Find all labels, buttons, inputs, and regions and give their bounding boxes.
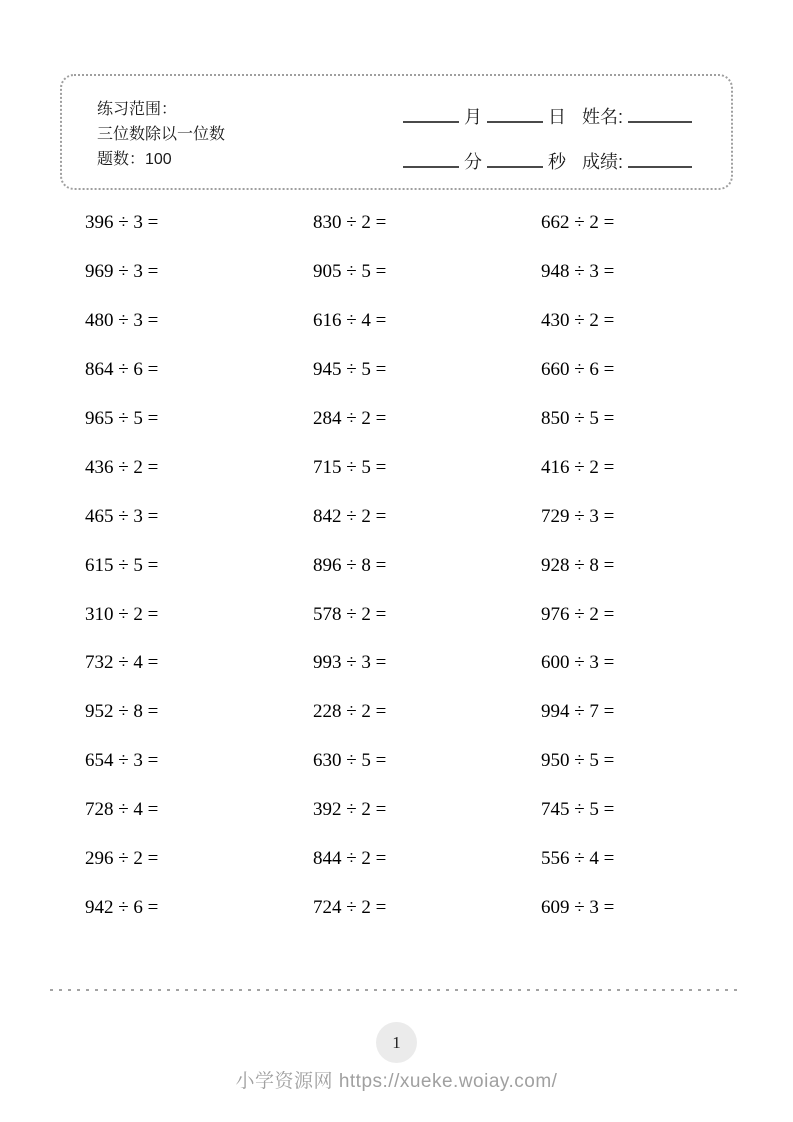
problem: 662 ÷ 2 = <box>541 212 615 234</box>
score-blank-line <box>628 166 692 168</box>
page-number: 1 <box>392 1032 401 1052</box>
practice-scope-label: 练习范围： <box>97 101 178 118</box>
problem: 228 ÷ 2 = <box>313 701 387 723</box>
problem: 969 ÷ 3 = <box>85 261 159 283</box>
site-credit: 小学资源网 https://xueke.woiay.com/ <box>235 1071 558 1092</box>
problem: 654 ÷ 3 = <box>85 750 159 772</box>
problem: 864 ÷ 6 = <box>85 359 159 381</box>
problem: 948 ÷ 3 = <box>541 261 615 283</box>
problem: 952 ÷ 8 = <box>85 701 159 723</box>
problem: 905 ÷ 5 = <box>313 261 387 283</box>
problem: 942 ÷ 6 = <box>85 896 159 918</box>
problem: 732 ÷ 4 = <box>85 652 159 674</box>
page-number-badge <box>376 1022 417 1063</box>
problem: 965 ÷ 5 = <box>85 408 159 429</box>
problem: 896 ÷ 8 = <box>313 554 387 576</box>
problem: 615 ÷ 5 = <box>85 554 159 576</box>
problems-grid <box>85 199 769 932</box>
problem: 609 ÷ 3 = <box>541 896 615 918</box>
dashed-separator <box>50 989 743 991</box>
problem: 416 ÷ 2 = <box>541 456 615 478</box>
problem: 844 ÷ 2 = <box>313 848 387 870</box>
problem: 556 ÷ 4 = <box>541 848 615 870</box>
name-blank-line <box>628 121 692 123</box>
problem: 729 ÷ 3 = <box>541 505 615 527</box>
problem: 600 ÷ 3 = <box>541 652 615 674</box>
name-label: 姓名: <box>582 107 624 127</box>
problem-count: 题数：100 <box>97 151 172 168</box>
problem: 830 ÷ 2 = <box>313 212 387 234</box>
problem: 616 ÷ 4 = <box>313 310 387 332</box>
second-label: 秒 <box>548 152 566 172</box>
time-score-row <box>398 148 692 176</box>
minute-label: 分 <box>464 152 482 172</box>
minute-blank-line <box>403 166 459 168</box>
problem: 993 ÷ 3 = <box>313 652 387 674</box>
practice-scope-value: 三位数除以一位数 <box>97 126 226 143</box>
problem: 928 ÷ 8 = <box>541 554 615 576</box>
problem: 842 ÷ 2 = <box>313 505 387 527</box>
problem: 436 ÷ 2 = <box>85 456 159 478</box>
month-label: 月 <box>464 107 482 127</box>
problem: 578 ÷ 2 = <box>313 603 387 625</box>
problem: 850 ÷ 5 = <box>541 408 615 429</box>
problem: 392 ÷ 2 = <box>313 799 387 821</box>
problem: 950 ÷ 5 = <box>541 750 615 772</box>
header-box <box>60 74 733 190</box>
second-blank-line <box>487 166 543 168</box>
problem: 296 ÷ 2 = <box>85 848 159 870</box>
problem: 465 ÷ 3 = <box>85 505 159 527</box>
date-name-row <box>398 103 692 131</box>
problem: 945 ÷ 5 = <box>313 359 387 381</box>
month-blank-line <box>403 121 459 123</box>
practice-info <box>97 97 225 172</box>
score-label: 成绩: <box>582 152 624 172</box>
problem: 728 ÷ 4 = <box>85 799 159 821</box>
problem: 284 ÷ 2 = <box>313 408 387 429</box>
problem: 660 ÷ 6 = <box>541 359 615 381</box>
problem: 976 ÷ 2 = <box>541 603 615 625</box>
day-label: 日 <box>548 107 566 127</box>
problem: 310 ÷ 2 = <box>85 603 159 625</box>
problem: 745 ÷ 5 = <box>541 799 615 821</box>
fill-in-fields <box>398 103 692 193</box>
problem: 430 ÷ 2 = <box>541 310 615 332</box>
problem: 994 ÷ 7 = <box>541 701 615 723</box>
problem: 715 ÷ 5 = <box>313 456 387 478</box>
problem: 630 ÷ 5 = <box>313 750 387 772</box>
problem: 480 ÷ 3 = <box>85 310 159 332</box>
day-blank-line <box>487 121 543 123</box>
problem: 396 ÷ 3 = <box>85 212 159 234</box>
problem: 724 ÷ 2 = <box>313 896 387 918</box>
